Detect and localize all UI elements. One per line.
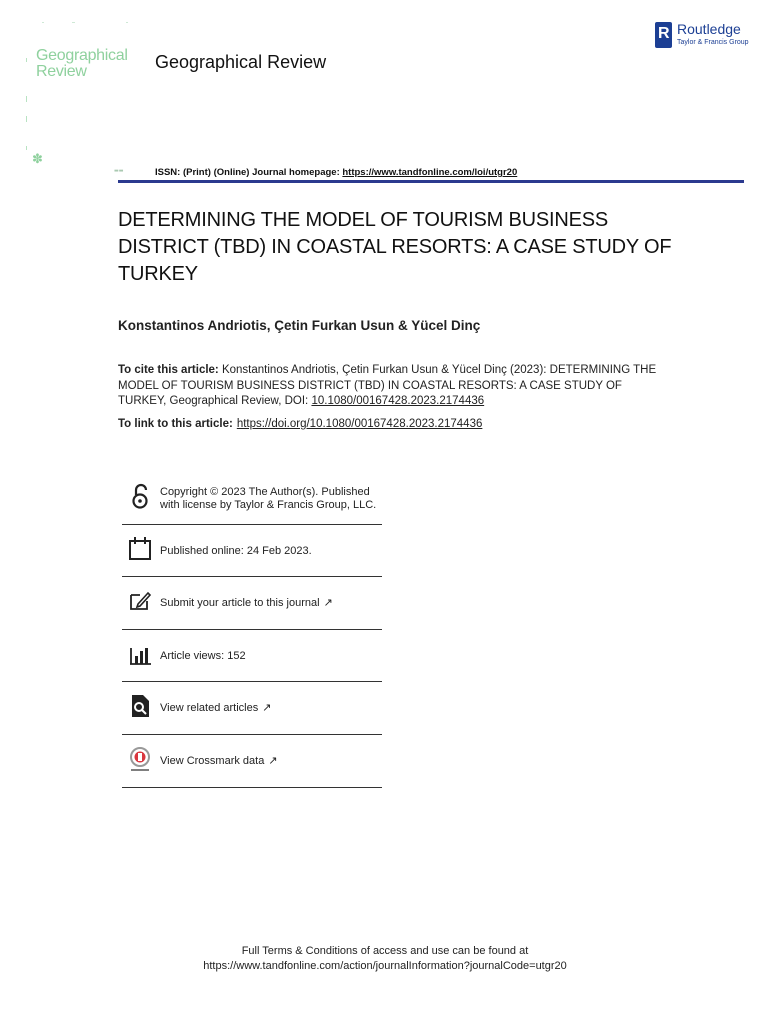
published-date-item [122, 525, 382, 578]
cover-decoration [26, 146, 27, 150]
related-articles-label: View related articles [160, 702, 259, 715]
article-link-label: To link to this article: [118, 418, 233, 430]
citation-text: Konstantinos Andriotis, Çetin Furkan Usun & Yücel Dinç (2023): DETERMINING THE MODEL OF TOURISM BUSINESS DISTRICT (TBD) IN COASTAL RESORTS: A CASE STUDY OF TURKEY, Geographical Review, DOI: [118, 364, 657, 407]
document-search-icon [128, 692, 152, 720]
submit-article-item[interactable] [122, 577, 382, 630]
article-link-block [118, 418, 482, 430]
routledge-r-icon: R [655, 22, 672, 48]
citation-block [118, 363, 658, 410]
publisher-logo[interactable] [655, 22, 755, 52]
crossmark-link[interactable] [160, 755, 278, 768]
copyright-item [122, 472, 382, 525]
article-authors: Konstantinos Andriotis, Çetin Furkan Usun & Yücel Dinç [118, 318, 481, 333]
calendar-icon [128, 535, 152, 563]
crossmark-item[interactable] [122, 735, 382, 788]
published-date-text: Published online: 24 Feb 2023. [160, 544, 312, 557]
journal-cover-thumbnail [22, 18, 134, 178]
article-title: DETERMINING THE MODEL OF TOURISM BUSINESS DISTRICT (TBD) IN COASTAL RESORTS: A CASE STUDY OF TURKEY [118, 209, 672, 285]
issn-line [155, 167, 517, 178]
terms-footer [0, 944, 770, 974]
external-link-icon: ↗ [262, 702, 272, 715]
submit-article-link[interactable] [160, 597, 333, 610]
article-views-item [122, 630, 382, 683]
cover-title: Geographical Review [36, 47, 128, 80]
cover-decoration [126, 22, 128, 23]
journal-homepage-link[interactable]: https://www.tandfonline.com/loi/utgr20 [342, 167, 518, 178]
copyright-text: Copyright © 2023 The Author(s). Published with license by Taylor & Francis Group, LLC. [160, 486, 377, 511]
open-access-lock-icon [128, 482, 152, 510]
related-articles-item[interactable] [122, 682, 382, 735]
header-divider [118, 180, 744, 183]
submit-article-label: Submit your article to this journal [160, 597, 320, 610]
citation-label: To cite this article: [118, 364, 219, 376]
related-articles-link[interactable] [160, 702, 271, 715]
cover-decoration [42, 22, 44, 23]
cover-floral-icon: ✽ [32, 152, 43, 167]
cover-decoration [26, 116, 27, 122]
terms-url[interactable]: https://www.tandfonline.com/action/journalInformation?journalCode=utgr20 [203, 960, 567, 972]
cover-decoration [72, 22, 75, 23]
issn-text: ISSN: (Print) (Online) Journal homepage: [155, 167, 343, 178]
external-link-icon: ↗ [323, 597, 333, 610]
external-link-icon: ↗ [268, 754, 278, 767]
cover-decoration [26, 96, 27, 102]
terms-line-1: Full Terms & Conditions of access and use can be found at [241, 945, 529, 957]
publisher-subtitle: Taylor & Francis Group [677, 39, 749, 46]
publisher-name: Routledge [677, 21, 741, 37]
cover-publisher-mark: ▬▬ [114, 168, 124, 174]
crossmark-label: View Crossmark data [160, 754, 265, 767]
journal-name: Geographical Review [155, 52, 327, 72]
bar-chart-icon [128, 640, 152, 668]
crossmark-icon [128, 745, 152, 773]
citation-doi-link[interactable]: 10.1080/00167428.2023.2174436 [311, 395, 485, 407]
article-views-text: Article views: 152 [160, 649, 246, 662]
article-info-list [122, 472, 382, 788]
article-doi-url[interactable]: https://doi.org/10.1080/00167428.2023.2174436 [236, 418, 483, 430]
pencil-edit-icon [128, 587, 152, 615]
cover-decoration [26, 58, 27, 62]
